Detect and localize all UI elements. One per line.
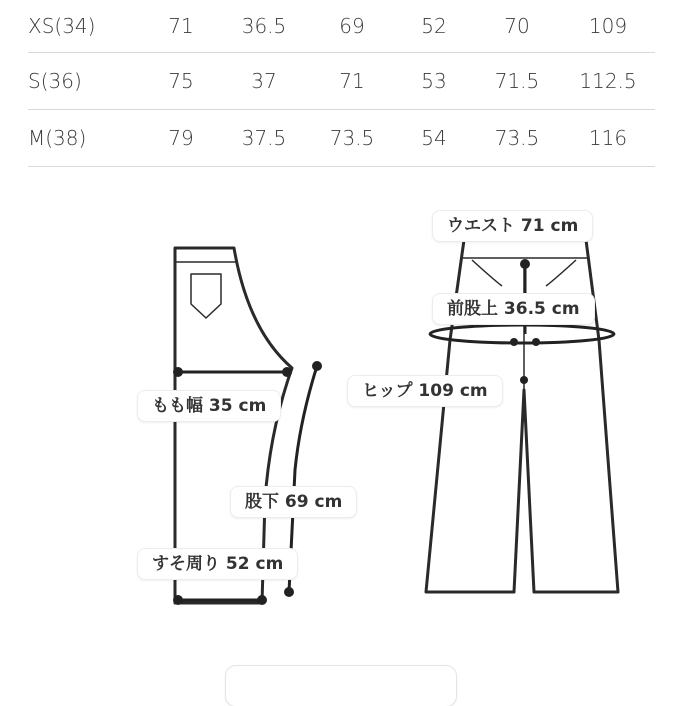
value-cell: 75 <box>168 69 194 93</box>
value-cell: 79 <box>168 126 194 150</box>
waist-label: ウエスト 71 cm <box>433 211 592 241</box>
value-cell: 69 <box>339 14 365 38</box>
value-cell: 70 <box>504 14 530 38</box>
size-cell: M(38) <box>28 126 87 150</box>
value-cell: 37 <box>251 69 277 93</box>
value-cell: 73.5 <box>329 126 375 150</box>
value-cell: 71 <box>339 69 365 93</box>
value-cell: 112.5 <box>579 69 637 93</box>
inseam-label: 股下 69 cm <box>231 487 356 517</box>
value-cell: 116 <box>588 126 628 150</box>
value-cell: 52 <box>421 14 447 38</box>
value-cell: 37.5 <box>241 126 287 150</box>
bottom-card[interactable] <box>226 666 456 706</box>
value-cell: 53 <box>421 69 447 93</box>
value-cell: 71.5 <box>494 69 540 93</box>
hem-label: すそ周り 52 cm <box>138 549 297 579</box>
thigh-label: もも幅 35 cm <box>138 391 280 421</box>
value-cell: 73.5 <box>494 126 540 150</box>
size-cell: XS(34) <box>28 14 96 38</box>
pants-front-view <box>426 240 618 592</box>
value-cell: 71 <box>168 14 194 38</box>
value-cell: 54 <box>421 126 447 150</box>
value-cell: 109 <box>588 14 628 38</box>
value-cell: 36.5 <box>241 14 287 38</box>
size-cell: S(36) <box>28 69 82 93</box>
hip-label: ヒップ 109 cm <box>348 376 502 406</box>
front-rise-label: 前股上 36.5 cm <box>433 294 594 324</box>
